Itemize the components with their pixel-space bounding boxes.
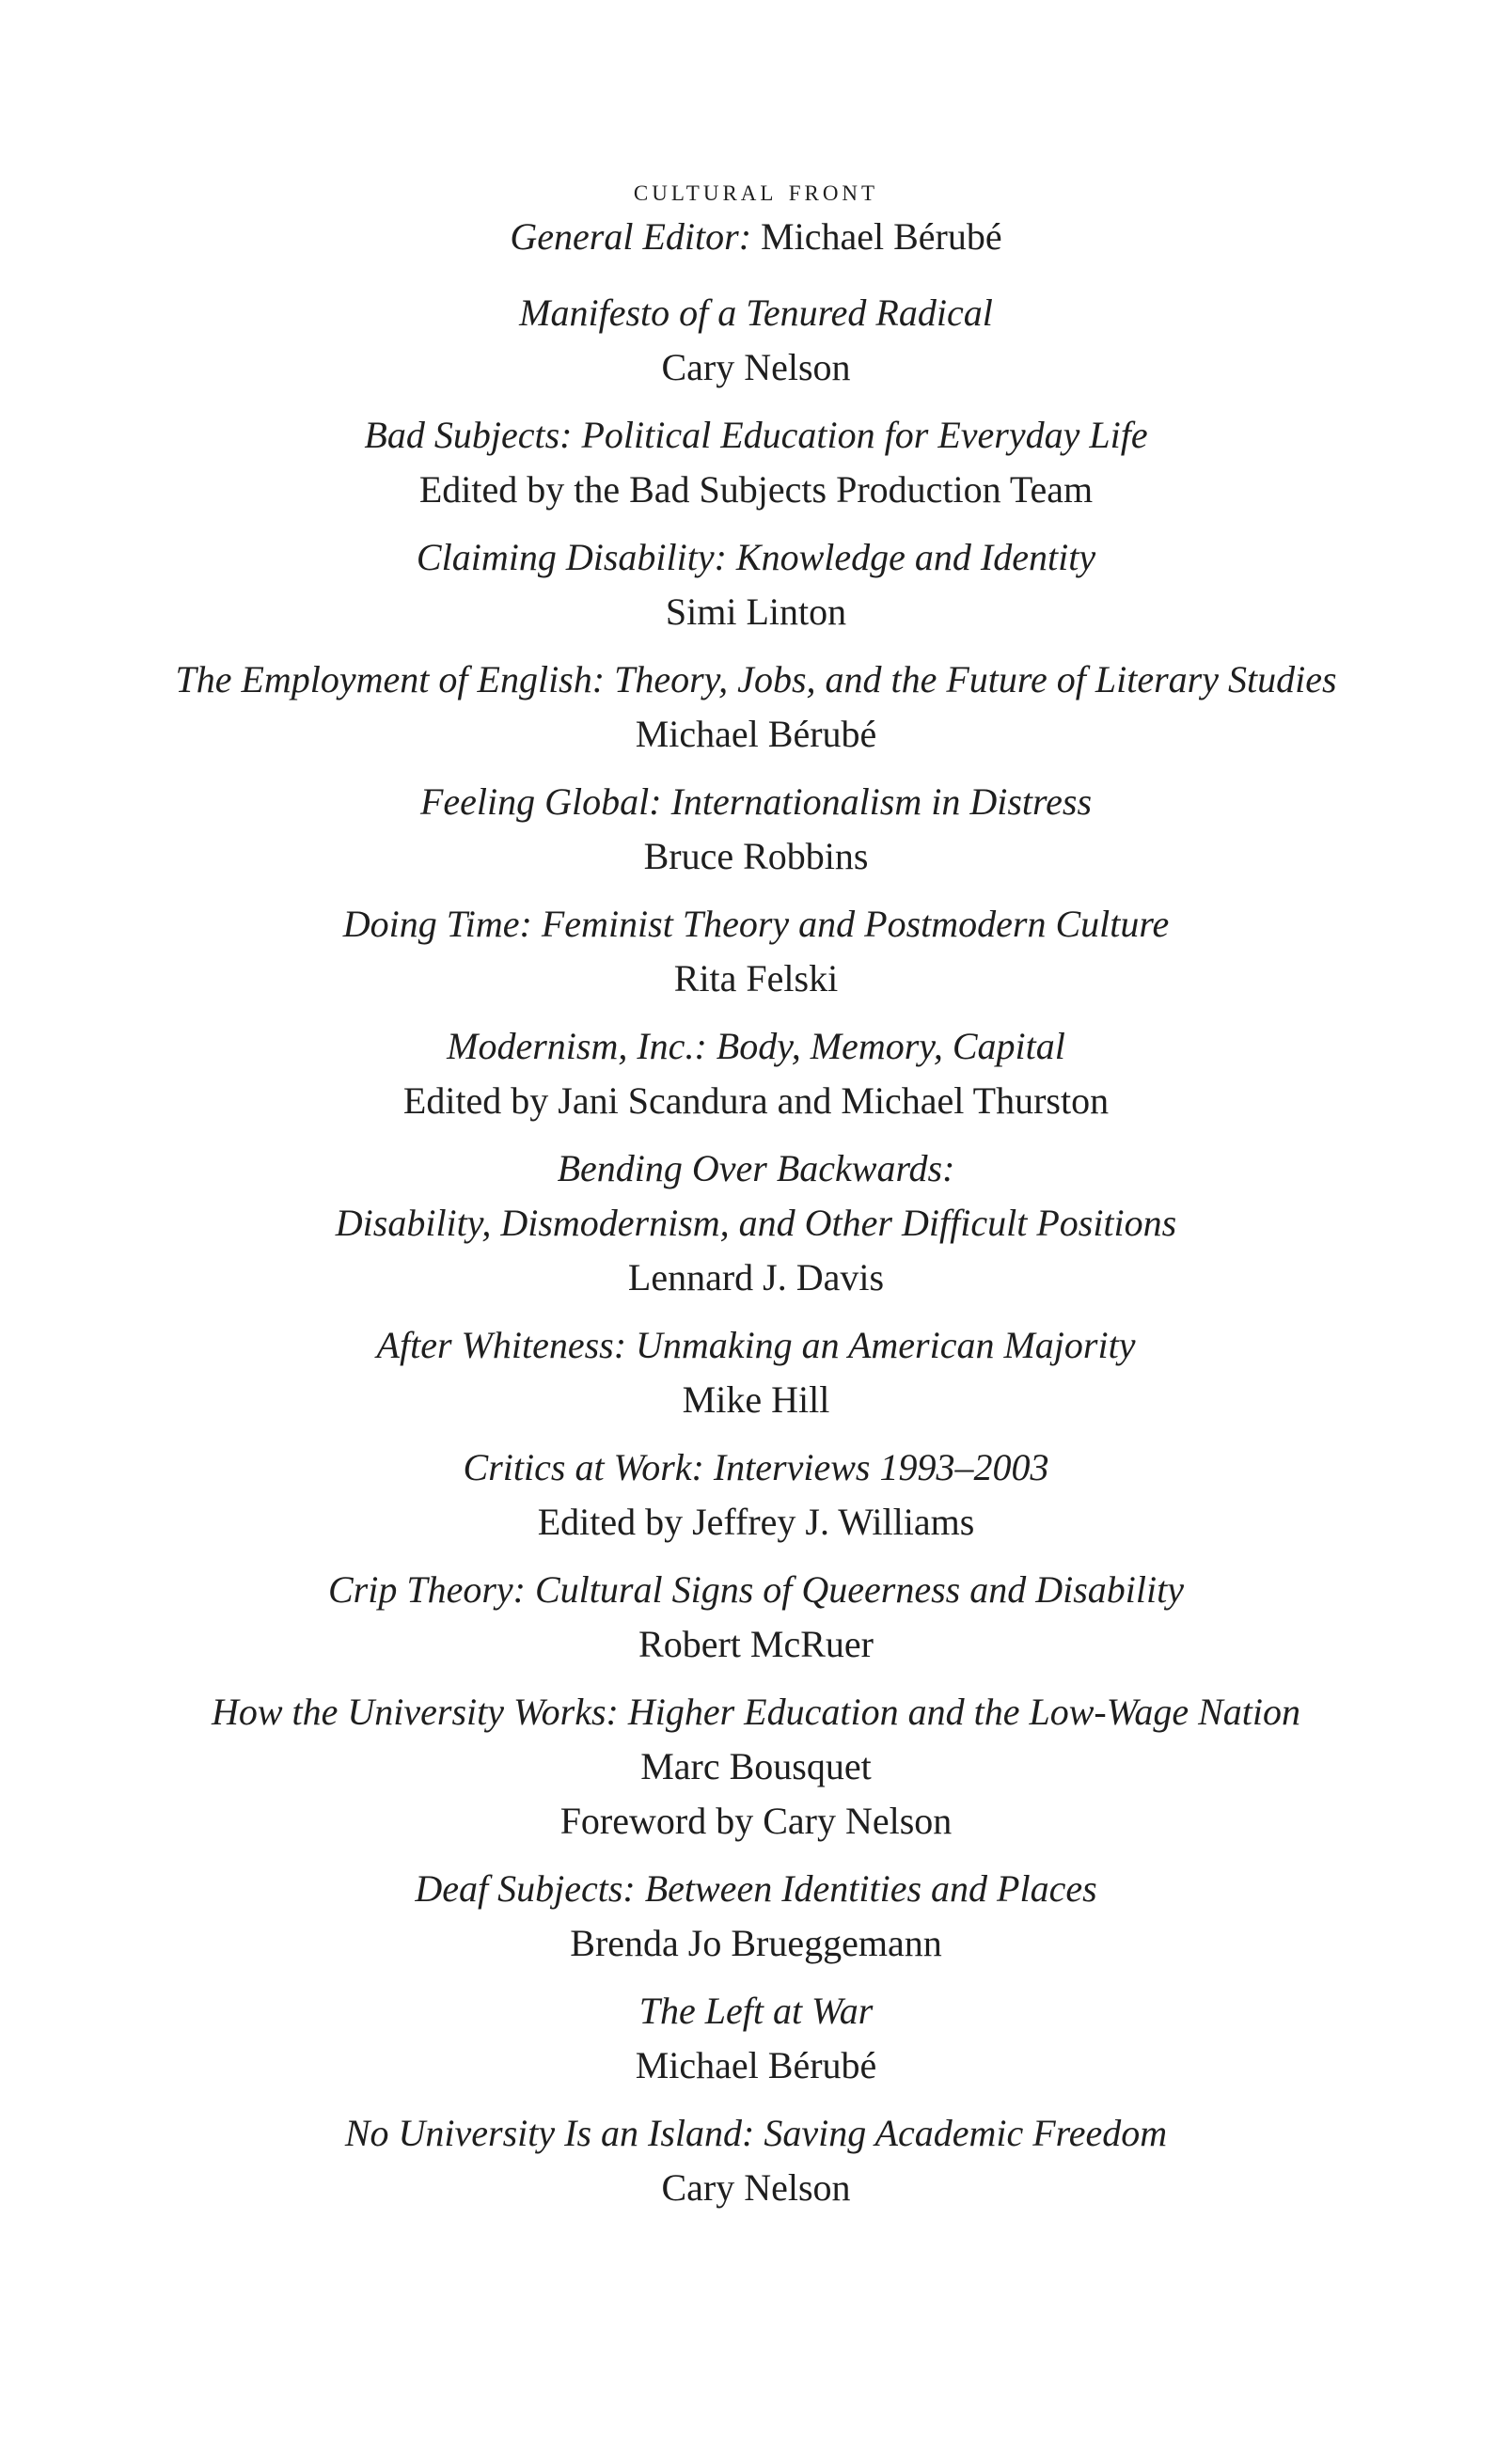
book-title: No University Is an Island: Saving Academic Freedom bbox=[344, 2112, 1168, 2154]
book-entry bbox=[0, 1862, 1512, 1971]
book-credit: Lennard J. Davis bbox=[627, 1256, 885, 1298]
book-credit: Michael Bérubé bbox=[635, 2044, 877, 2086]
book-entry bbox=[0, 286, 1512, 395]
book-credit: Bruce Robbins bbox=[643, 835, 869, 877]
book-title: Deaf Subjects: Between Identities and Places bbox=[415, 1867, 1097, 1910]
book-title: Claiming Disability: Knowledge and Identity bbox=[416, 536, 1096, 578]
book-title: Bad Subjects: Political Education for Everyday Life bbox=[364, 414, 1148, 456]
general-editor-line bbox=[0, 211, 1512, 263]
book-entry bbox=[0, 2106, 1512, 2215]
book-credit: Brenda Jo Brueggemann bbox=[570, 1922, 942, 1964]
book-entry bbox=[0, 530, 1512, 639]
book-title: Manifesto of a Tenured Radical bbox=[519, 291, 993, 334]
book-credit: Cary Nelson bbox=[661, 2166, 851, 2209]
book-title: Crip Theory: Cultural Signs of Queerness and Disability bbox=[328, 1568, 1184, 1611]
book-title: After Whiteness: Unmaking an American Majority bbox=[376, 1324, 1136, 1366]
book-credit: Michael Bérubé bbox=[635, 713, 877, 755]
book-credit: Robert McRuer bbox=[638, 1623, 874, 1665]
general-editor-label: General Editor: bbox=[510, 215, 752, 258]
book-entry bbox=[0, 408, 1512, 517]
book-list bbox=[0, 286, 1512, 2228]
book-title: How the University Works: Higher Education and the Low-Wage Nation bbox=[211, 1691, 1301, 1733]
book-entry bbox=[0, 1318, 1512, 1427]
book-entry bbox=[0, 1685, 1512, 1849]
book-credit: Mike Hill bbox=[682, 1378, 830, 1421]
book-credit: Foreword by Cary Nelson bbox=[559, 1800, 953, 1842]
book-credit: Edited by the Bad Subjects Production Team bbox=[418, 468, 1094, 511]
book-entry bbox=[0, 897, 1512, 1006]
general-editor-name: Michael Bérubé bbox=[761, 215, 1002, 258]
series-header bbox=[0, 171, 1512, 263]
book-title: Critics at Work: Interviews 1993–2003 bbox=[463, 1446, 1049, 1488]
book-title: Bending Over Backwards: bbox=[557, 1147, 955, 1189]
book-entry bbox=[0, 775, 1512, 884]
book-title: Disability, Dismodernism, and Other Difficult Positions bbox=[335, 1202, 1177, 1244]
book-title: Feeling Global: Internationalism in Distress bbox=[419, 780, 1093, 823]
book-entry bbox=[0, 1984, 1512, 2093]
book-title: The Left at War bbox=[638, 1990, 874, 2032]
book-entry bbox=[0, 653, 1512, 762]
book-entry bbox=[0, 1019, 1512, 1128]
book-entry bbox=[0, 1141, 1512, 1305]
book-title: Modernism, Inc.: Body, Memory, Capital bbox=[447, 1025, 1065, 1067]
book-entry bbox=[0, 1440, 1512, 1550]
book-credit: Rita Felski bbox=[673, 957, 839, 999]
book-credit: Marc Bousquet bbox=[640, 1745, 872, 1787]
book-credit: Edited by Jeffrey J. Williams bbox=[537, 1501, 975, 1543]
book-credit: Cary Nelson bbox=[661, 346, 851, 388]
book-entry bbox=[0, 1563, 1512, 1672]
book-credit: Simi Linton bbox=[665, 590, 847, 633]
book-title: Doing Time: Feminist Theory and Postmodern Culture bbox=[342, 903, 1170, 945]
book-credit: Edited by Jani Scandura and Michael Thurston bbox=[402, 1079, 1110, 1122]
book-title: The Employment of English: Theory, Jobs, and the Future of Literary Studies bbox=[175, 658, 1337, 700]
series-name: cultural front bbox=[633, 174, 879, 208]
